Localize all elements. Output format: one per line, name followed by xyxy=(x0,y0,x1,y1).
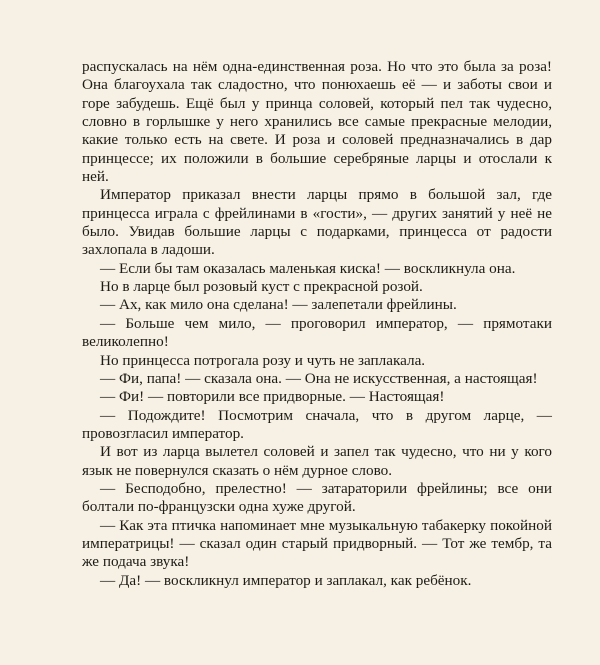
paragraph-princess-fie: — Фи, папа! — сказала она. — Она не искусственная, а настоящая! xyxy=(100,369,538,387)
paragraph-courtiers-repeat: — Фи! — повторили все придворные. — Настоящая! xyxy=(100,388,445,406)
paragraph-old-courtier: — Как эта птичка напоминает мне музыкальную табакерку покойной императрицы! — сказал один старый придворный. — Тот же тембр, та же подача звука! xyxy=(82,516,552,571)
paragraph-rose-bush: Но в ларце был розовый куст с прекрасной розой. xyxy=(100,278,423,296)
story-text xyxy=(82,58,552,590)
paragraph-nightingale-sings: И вот из ларца вылетел соловей и запел так чудесно, что ни у кого язык не повернулся сказать о нём дурное слово. xyxy=(82,443,552,479)
paragraph-emperor-wait: — Подождите! Посмотрим сначала, что в другом ларце, — провозгласил император. xyxy=(82,406,552,442)
paragraph-rose-nightingale: распускалась на нём одна-единственная роза. Но что это была за роза! Она благоухала так сладостно, что понюхаешь её — и заботы свои и горе забудешь. Ещё был у принца соловей, который пел так чудесно, словно в горлышке у него хранились все самые прекрасные мелодии, какие только есть на свете. И роза и соловей предназначались в дар принцессе; их положили в большие серебряные ларцы и отослали к ней. xyxy=(82,58,552,186)
paragraph-emperor-order: Император приказал внести ларцы прямо в большой зал, где принцесса играла с фрейлинами в «гости», — других занятий у неё не было. Увидав большие ларцы с подарками, принцесса от радости захлопала в ладоши. xyxy=(82,186,552,259)
paragraph-princess-touch: Но принцесса потрогала розу и чуть не заплакала. xyxy=(100,351,426,369)
paragraph-ladies-french: — Бесподобно, прелестно! — затараторили фрейлины; все они болтали по-французски одна хуже другой. xyxy=(82,479,552,516)
paragraph-emperor-magnificent: — Больше чем мило, — проговорил император, — прямотаки великолепно! xyxy=(82,314,552,351)
paragraph-ladies-chatter: — Ах, как мило она сделана! — залепетали фрейлины. xyxy=(100,296,457,314)
paragraph-kitten-wish: — Если бы там оказалась маленькая киска! — воскликнула она. xyxy=(100,259,516,277)
paragraph-emperor-cries: — Да! — воскликнул император и заплакал, как ребёнок. xyxy=(100,571,472,589)
